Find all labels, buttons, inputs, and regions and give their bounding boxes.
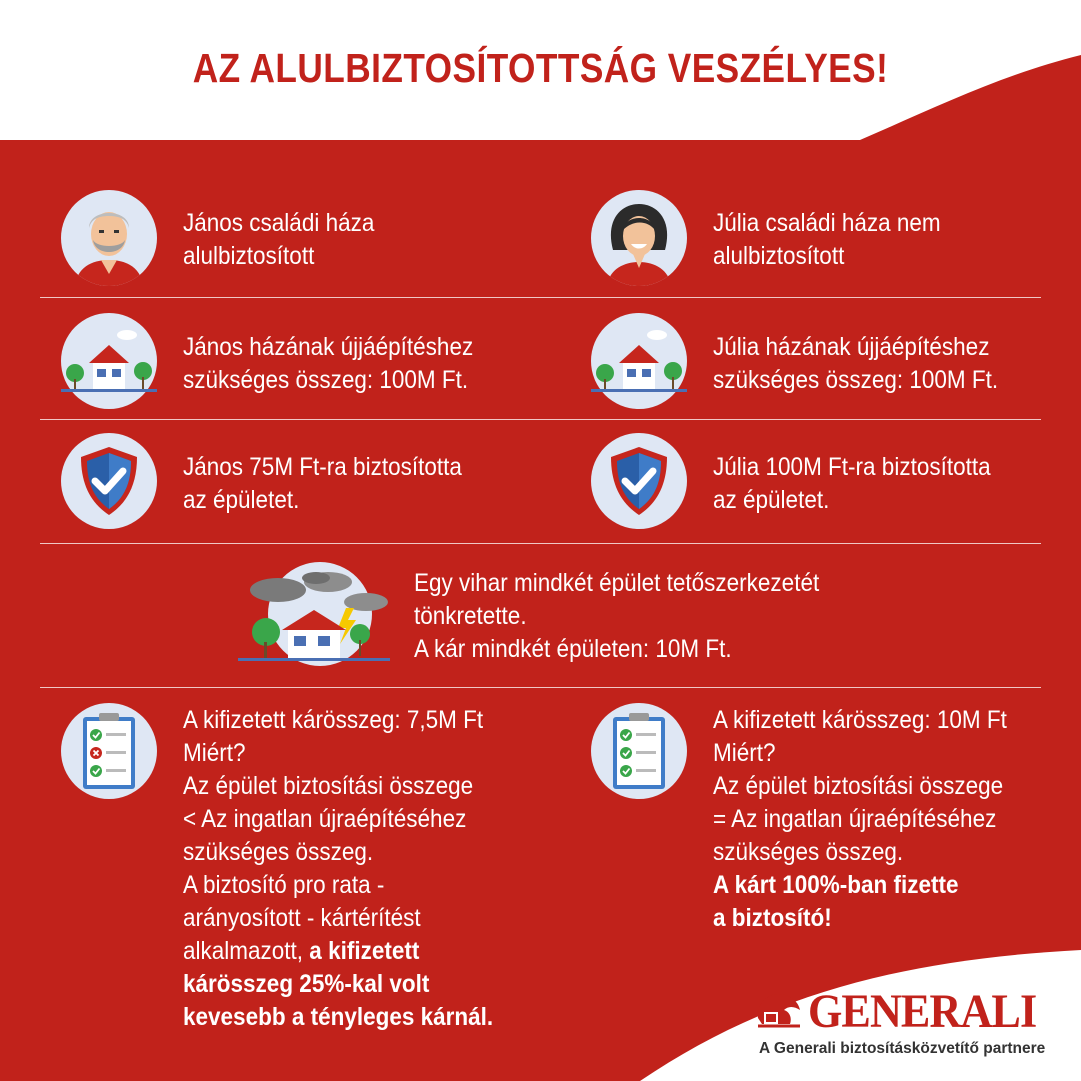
old-man-avatar-icon: [61, 190, 157, 286]
text-line: Az épület biztosítási összege: [183, 772, 474, 800]
result-left-text: [183, 704, 493, 1034]
text-line: az épületet.: [183, 486, 300, 514]
text-line: alulbiztosított: [713, 242, 845, 270]
divider: [40, 687, 1041, 688]
text-line: Miért?: [713, 739, 776, 767]
bold-text-line: kárösszeg 25%-kal volt: [183, 970, 430, 998]
text-line: Júlia 100M Ft-ra biztosította: [713, 453, 991, 481]
generali-wordmark: GENERALI: [808, 985, 1037, 1038]
shield-check-icon: [591, 433, 687, 529]
text-line: Júlia házának újjáépítéshez: [713, 333, 990, 361]
text-line: arányosított - kártérítést: [183, 904, 421, 932]
house-icon: [591, 313, 687, 409]
text-line: szükséges összeg: 100M Ft.: [183, 366, 469, 394]
storm-house-icon: [238, 558, 390, 668]
partner-caption: A Generali biztosításközvetítő partnere: [759, 1040, 1046, 1057]
text-line: < Az ingatlan újraépítéséhez: [183, 805, 467, 833]
text-line: Egy vihar mindkét épület tetőszerkezetét: [414, 569, 820, 597]
text-line: szükséges összeg.: [183, 838, 374, 866]
divider: [40, 297, 1041, 298]
house-icon: [61, 313, 157, 409]
checklist-mixed-icon: [61, 703, 157, 799]
storm-text: [414, 567, 819, 666]
text-line: tönkretette.: [414, 602, 527, 630]
lion-logo-icon: [754, 988, 804, 1030]
bold-text-line: kevesebb a tényleges kárnál.: [183, 1003, 494, 1031]
row3-left-text: [183, 451, 462, 517]
text-line: Júlia családi háza nem: [713, 209, 941, 237]
page-title: AZ ALULBIZTOSÍTOTTSÁG VESZÉLYES!: [192, 45, 889, 91]
row2-right-text: [713, 331, 998, 397]
text-line: János családi háza: [183, 209, 375, 237]
row1-left-text: [183, 207, 374, 273]
text-line: A biztosító pro rata -: [183, 871, 385, 899]
text-line: az épületet.: [713, 486, 830, 514]
shield-check-icon: [61, 433, 157, 529]
text-line: [183, 935, 493, 968]
checklist-checked-icon: [591, 703, 687, 799]
row1-right-text: [713, 207, 941, 273]
divider: [40, 419, 1041, 420]
bold-text-fragment: a kifizetett: [309, 937, 420, 965]
text-fragment: alkalmazott,: [183, 937, 310, 965]
row3-right-text: [713, 451, 991, 517]
text-line: János házának újjáépítéshez: [183, 333, 474, 361]
result-right-text: [713, 704, 1007, 935]
text-line: Miért?: [183, 739, 246, 767]
text-line: szükséges összeg.: [713, 838, 904, 866]
text-line: A kifizetett kárösszeg: 10M Ft: [713, 706, 1007, 734]
row2-left-text: [183, 331, 473, 397]
text-line: = Az ingatlan újraépítéséhez: [713, 805, 997, 833]
text-line: János 75M Ft-ra biztosította: [183, 453, 462, 481]
text-line: alulbiztosított: [183, 242, 315, 270]
text-line: Az épület biztosítási összege: [713, 772, 1004, 800]
text-line: A kár mindkét épületen: 10M Ft.: [414, 635, 732, 663]
woman-avatar-icon: [591, 190, 687, 286]
bold-text-line: a biztosító!: [713, 904, 832, 932]
bold-text-line: A kárt 100%-ban fizette: [713, 871, 959, 899]
text-line: A kifizetett kárösszeg: 7,5M Ft: [183, 706, 484, 734]
divider: [40, 543, 1041, 544]
text-line: szükséges összeg: 100M Ft.: [713, 366, 999, 394]
